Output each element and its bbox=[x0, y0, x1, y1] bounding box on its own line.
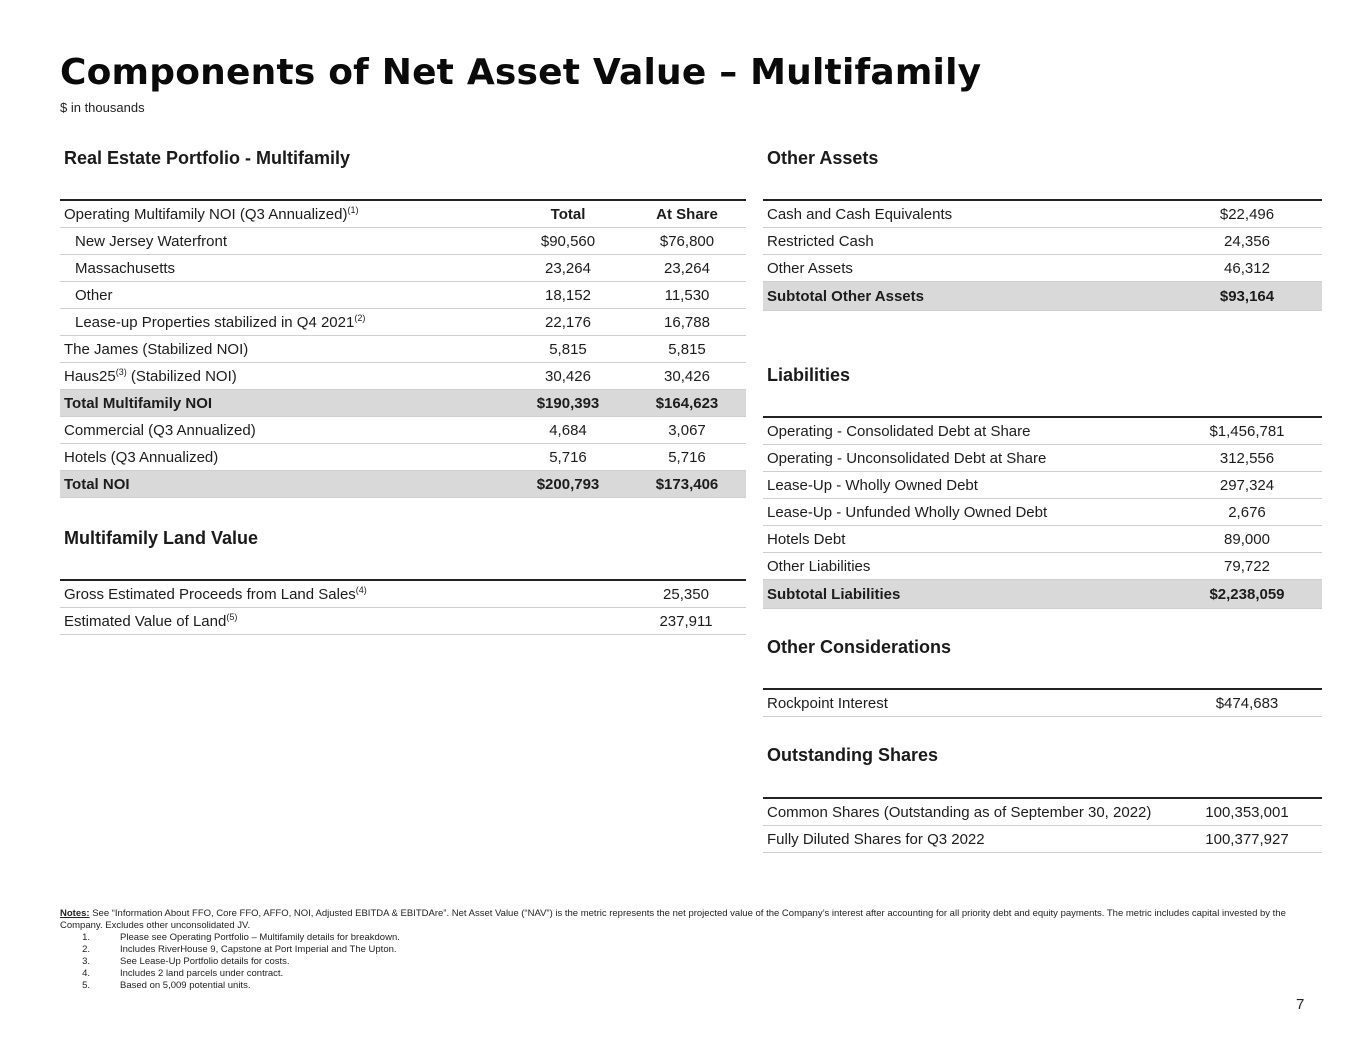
row-label: Common Shares (Outstanding as of September 30, 2022) bbox=[767, 803, 1152, 821]
table-row bbox=[60, 608, 746, 635]
row-total: $190,393 bbox=[536, 394, 600, 412]
table-row bbox=[763, 472, 1322, 499]
row-share: 5,815 bbox=[668, 340, 706, 358]
row-label: Operating - Unconsolidated Debt at Share bbox=[767, 449, 1047, 467]
row-value: $22,496 bbox=[1219, 205, 1275, 223]
row-share: 5,716 bbox=[668, 448, 706, 466]
row-label: Total Multifamily NOI bbox=[64, 394, 213, 412]
row-value: 2,676 bbox=[1228, 503, 1266, 521]
row-share: $76,800 bbox=[659, 232, 715, 250]
list-item: 2. Includes RiverHouse 9, Capstone at Port Imperial and The Upton. bbox=[82, 944, 397, 955]
table-row bbox=[763, 445, 1322, 472]
row-label: Lease-up Properties stabilized in Q4 2021$^{(2)}$ bbox=[75, 312, 366, 331]
table-row bbox=[763, 255, 1322, 282]
row-label: Massachusetts bbox=[75, 259, 176, 277]
liabilities-heading: Liabilities bbox=[767, 365, 851, 385]
row-total: 5,716 bbox=[549, 448, 587, 466]
row-label: Operating - Consolidated Debt at Share bbox=[767, 422, 1031, 440]
land-heading: Multifamily Land Value bbox=[64, 528, 259, 548]
row-label: Commercial (Q3 Annualized) bbox=[64, 421, 256, 439]
row-value: 89,000 bbox=[1224, 530, 1270, 548]
row-share: 30,426 bbox=[664, 367, 710, 385]
other-assets-heading: Other Assets bbox=[767, 148, 879, 168]
row-label: Other Assets bbox=[767, 259, 853, 277]
row-label: Gross Estimated Proceeds from Land Sales$^{(4)}$ bbox=[64, 584, 367, 603]
row-value: 79,722 bbox=[1224, 557, 1270, 575]
total-multifamily-row bbox=[60, 390, 746, 417]
row-label: Subtotal Other Assets bbox=[767, 287, 924, 305]
row-total: 4,684 bbox=[549, 421, 587, 439]
portfolio-heading: Real Estate Portfolio - Multifamily bbox=[64, 148, 351, 168]
row-value: $1,456,781 bbox=[1209, 422, 1285, 440]
land-table bbox=[60, 579, 746, 635]
row-label: Fully Diluted Shares for Q3 2022 bbox=[767, 830, 985, 848]
table-row bbox=[60, 336, 746, 363]
row-value: 100,353,001 bbox=[1205, 803, 1289, 821]
row-total: 30,426 bbox=[545, 367, 591, 385]
shares-heading: Outstanding Shares bbox=[767, 745, 939, 765]
list-item: 3. See Lease-Up Portfolio details for costs. bbox=[82, 956, 290, 967]
row-label: Other Liabilities bbox=[767, 557, 871, 575]
portfolio-header-label: Operating Multifamily NOI (Q3 Annualized)$^{(1)}$ bbox=[64, 204, 359, 223]
other-considerations-table bbox=[763, 688, 1322, 717]
row-total: 23,264 bbox=[545, 259, 591, 277]
footnotes bbox=[60, 908, 1300, 992]
portfolio-table bbox=[60, 199, 746, 498]
row-value: 237,911 bbox=[659, 612, 713, 630]
notes-list bbox=[60, 932, 1300, 992]
table-row bbox=[763, 799, 1322, 826]
row-label: Subtotal Liabilities bbox=[767, 585, 901, 603]
row-share: $164,623 bbox=[655, 394, 719, 412]
col-total-header: Total bbox=[550, 205, 586, 223]
row-label: Lease-Up - Wholly Owned Debt bbox=[767, 476, 978, 494]
row-label: Rockpoint Interest bbox=[767, 694, 888, 712]
row-value: 100,377,927 bbox=[1205, 830, 1289, 848]
table-row bbox=[60, 444, 746, 471]
row-label: The James (Stabilized NOI) bbox=[64, 340, 249, 358]
row-value: 46,312 bbox=[1224, 259, 1270, 277]
row-label: Haus25$^{(3)}$ (Stabilized NOI) bbox=[64, 366, 237, 385]
table-row bbox=[60, 282, 746, 309]
row-total: 5,815 bbox=[549, 340, 587, 358]
page-subtitle: $ in thousands bbox=[60, 100, 145, 115]
row-label: Lease-Up - Unfunded Wholly Owned Debt bbox=[767, 503, 1048, 521]
row-total: $90,560 bbox=[540, 232, 596, 250]
row-share: $173,406 bbox=[655, 475, 719, 493]
row-value: $474,683 bbox=[1215, 694, 1279, 712]
liabilities-table bbox=[763, 416, 1322, 609]
shares-table bbox=[763, 797, 1322, 853]
table-row bbox=[60, 255, 746, 282]
row-value: 312,556 bbox=[1219, 449, 1275, 467]
notes-label: Notes: bbox=[60, 908, 90, 919]
other-assets-table bbox=[763, 199, 1322, 311]
row-label: New Jersey Waterfront bbox=[75, 232, 227, 250]
row-label: Restricted Cash bbox=[767, 232, 874, 250]
list-item: 5. Based on 5,009 potential units. bbox=[82, 980, 251, 991]
row-label: Hotels Debt bbox=[767, 530, 846, 548]
table-row bbox=[60, 581, 746, 608]
row-value: 297,324 bbox=[1219, 476, 1275, 494]
row-value: $2,238,059 bbox=[1209, 585, 1285, 603]
table-row bbox=[763, 553, 1322, 580]
row-label: Hotels (Q3 Annualized) bbox=[64, 448, 219, 466]
table-row bbox=[763, 201, 1322, 228]
table-row bbox=[60, 309, 746, 336]
row-value: 24,356 bbox=[1224, 232, 1270, 250]
row-share: 11,530 bbox=[664, 286, 710, 304]
table-row bbox=[763, 690, 1322, 717]
row-share: 16,788 bbox=[664, 313, 710, 331]
table-row bbox=[60, 417, 746, 444]
row-label: Other bbox=[75, 286, 113, 304]
row-value: 25,350 bbox=[663, 585, 709, 603]
notes-text: See “Information About FFO, Core FFO, AFFO, NOI, Adjusted EBITDA & EBITDAre”. Net Asset Value (“NAV”) is the metric represents the net projected value of the Company’s interest after accounting for all priority debt and equity payments. The metric includes capital invested by the Company. Excludes other unconsolidated JV. bbox=[60, 908, 1286, 931]
total-noi-row bbox=[60, 471, 746, 498]
col-share-header: At Share bbox=[656, 205, 718, 223]
notes-paragraph bbox=[60, 908, 1300, 932]
table-row bbox=[763, 228, 1322, 255]
page-title: Components of Net Asset Value – Multifamily bbox=[60, 52, 982, 93]
list-item: 4. Includes 2 land parcels under contract. bbox=[82, 968, 284, 979]
row-total: $200,793 bbox=[536, 475, 600, 493]
subtotal-other-assets-row bbox=[763, 282, 1322, 311]
row-label: Cash and Cash Equivalents bbox=[767, 205, 953, 223]
row-value: $93,164 bbox=[1219, 287, 1275, 305]
row-label: Estimated Value of Land$^{(5)}$ bbox=[64, 611, 238, 630]
list-item: 1. Please see Operating Portfolio – Multifamily details for breakdown. bbox=[82, 932, 400, 943]
table-row bbox=[763, 418, 1322, 445]
table-row bbox=[763, 526, 1322, 553]
page-number: 7 bbox=[1296, 996, 1305, 1013]
table-row bbox=[763, 499, 1322, 526]
table-row bbox=[60, 228, 746, 255]
row-total: 22,176 bbox=[545, 313, 591, 331]
table-row bbox=[763, 826, 1322, 853]
row-share: 3,067 bbox=[668, 421, 706, 439]
row-total: 18,152 bbox=[545, 286, 591, 304]
row-share: 23,264 bbox=[664, 259, 710, 277]
portfolio-header-row bbox=[60, 201, 746, 228]
subtotal-liabilities-row bbox=[763, 580, 1322, 609]
other-considerations-heading: Other Considerations bbox=[767, 637, 952, 657]
table-row bbox=[60, 363, 746, 390]
row-label: Total NOI bbox=[64, 475, 130, 493]
